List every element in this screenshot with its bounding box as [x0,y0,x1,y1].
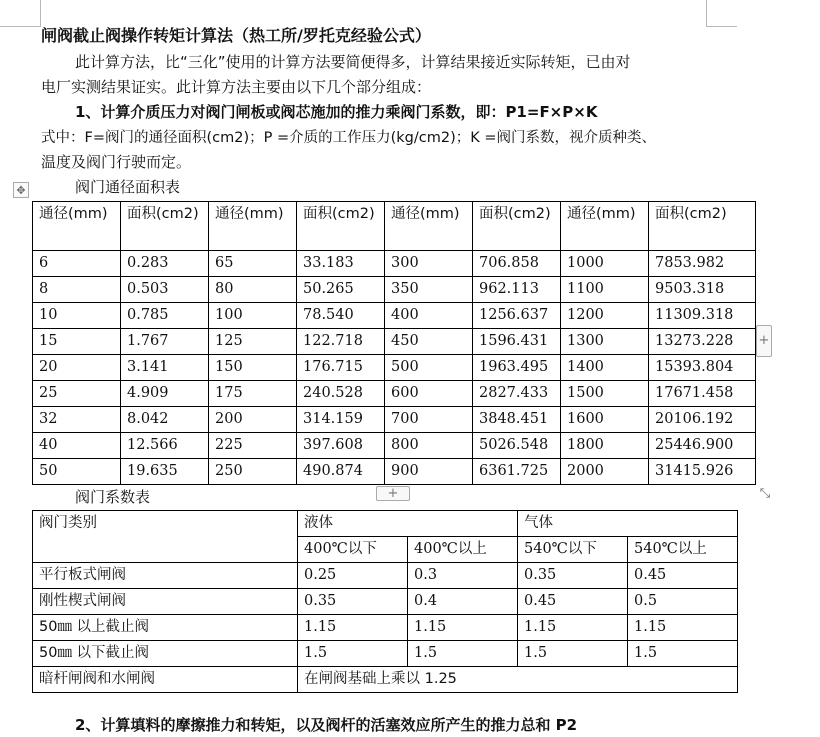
table-cell: 1.767 [121,329,209,355]
table-cell: 9503.318 [649,277,756,303]
table-cell: 刚性楔式闸阀 [33,589,298,615]
table-row [33,381,756,407]
table-cell: 1400 [561,355,649,381]
table-cell: 300 [385,251,473,277]
formula-note-line-2: 温度及阀门行驶而定。 [41,153,192,171]
area-table [32,201,756,485]
table-cell: 0.3 [408,563,518,589]
header-area: 面积(cm2) [121,202,209,251]
table-cell: 15393.804 [649,355,756,381]
table-row [33,667,738,693]
table-cell: 1963.495 [473,355,561,381]
table-cell: 450 [385,329,473,355]
table-cell: 1.5 [298,641,408,667]
table-cell: 600 [385,381,473,407]
table-cell: 0.4 [408,589,518,615]
table-cell: 150 [209,355,297,381]
table-cell: 5026.548 [473,433,561,459]
table-cell: 240.528 [297,381,385,407]
table-row [33,615,738,641]
table-cell: 500 [385,355,473,381]
header-gas: 气体 [518,511,738,537]
table-cell: 1200 [561,303,649,329]
table-cell: 25446.900 [649,433,756,459]
coefficient-table-header-row [33,511,738,537]
table-cell: 0.25 [298,563,408,589]
table-row [33,277,756,303]
table-cell: 1.15 [298,615,408,641]
table-row [33,459,756,485]
table-cell: 125 [209,329,297,355]
table-row [33,329,756,355]
area-table-header-row [33,202,756,251]
header-bore: 通径(mm) [33,202,121,251]
table-cell: 1.15 [408,615,518,641]
header-bore: 通径(mm) [561,202,649,251]
add-row-button[interactable]: + [376,486,410,501]
table-cell: 13273.228 [649,329,756,355]
table-row [33,589,738,615]
table-row [33,355,756,381]
table-cell: 25 [33,381,121,407]
section-2-heading: 2、计算填料的摩擦推力和转矩，以及阀杆的活塞效应所产生的推力总和 P2 [75,716,578,734]
table-cell: 706.858 [473,251,561,277]
table-cell: 65 [209,251,297,277]
coefficient-table [32,510,738,693]
table-cell: 1000 [561,251,649,277]
table-2-caption: 阀门系数表 [75,488,151,506]
table-cell: 1.15 [628,615,738,641]
table-cell: 在闸阀基础上乘以 1.25 [298,667,738,693]
subheader-cell: 540℃以上 [628,537,738,563]
header-area: 面积(cm2) [473,202,561,251]
table-cell: 8 [33,277,121,303]
table-cell: 1.5 [518,641,628,667]
table-cell: 100 [209,303,297,329]
table-cell: 20 [33,355,121,381]
table-cell: 1256.637 [473,303,561,329]
table-cell: 8.042 [121,407,209,433]
section-1-heading: 1、计算介质压力对阀门闸板或阀芯施加的推力乘阀门系数，即：P1=F×P×K [75,103,598,121]
table-cell: 962.113 [473,277,561,303]
table-cell: 397.608 [297,433,385,459]
page-corner-mark-right [706,0,737,27]
table-cell: 175 [209,381,297,407]
header-liquid: 液体 [298,511,518,537]
table-cell: 12.566 [121,433,209,459]
table-cell: 1500 [561,381,649,407]
table-cell: 314.159 [297,407,385,433]
table-row [33,563,738,589]
table-cell: 78.540 [297,303,385,329]
table-cell: 490.874 [297,459,385,485]
table-cell: 225 [209,433,297,459]
table-cell: 11309.318 [649,303,756,329]
table-cell: 1596.431 [473,329,561,355]
table-row [33,251,756,277]
table-cell: 0.45 [628,563,738,589]
table-row [33,407,756,433]
table-cell: 0.5 [628,589,738,615]
intro-line-2: 电厂实测结果证实。此计算方法主要由以下几个部分组成： [41,78,432,96]
table-resize-handle-icon[interactable]: ⤡ [759,486,771,501]
page-corner-mark-left [0,0,41,27]
table-cell: 1300 [561,329,649,355]
table-cell: 50㎜ 以上截止阀 [33,615,298,641]
header-valve-type: 阀门类别 [33,511,298,563]
table-cell: 1600 [561,407,649,433]
table-cell: 6 [33,251,121,277]
table-cell: 33.183 [297,251,385,277]
table-cell: 40 [33,433,121,459]
table-cell: 1100 [561,277,649,303]
table-cell: 0.785 [121,303,209,329]
subheader-cell: 540℃以下 [518,537,628,563]
subheader-cell: 400℃以下 [298,537,408,563]
table-cell: 250 [209,459,297,485]
table-cell: 1.5 [408,641,518,667]
table-cell: 50 [33,459,121,485]
document-title: 闸阀截止阀操作转矩计算法（热工所/罗托克经验公式） [41,26,431,45]
table-cell: 1.5 [628,641,738,667]
table-cell: 0.503 [121,277,209,303]
table-cell: 0.35 [298,589,408,615]
table-cell: 200 [209,407,297,433]
table-cell: 1.15 [518,615,628,641]
table-cell: 1800 [561,433,649,459]
table-1-caption: 阀门通径面积表 [75,178,181,196]
header-area: 面积(cm2) [297,202,385,251]
table-cell: 80 [209,277,297,303]
table-row [33,433,756,459]
table-cell: 50.265 [297,277,385,303]
table-cell: 900 [385,459,473,485]
table-move-handle-icon[interactable]: ✥ [13,182,29,198]
intro-line-1: 此计算方法，比“三化”使用的计算方法要简便得多，计算结果接近实际转矩，已由对 [75,53,631,71]
table-row [33,641,738,667]
table-cell: 31415.926 [649,459,756,485]
header-bore: 通径(mm) [209,202,297,251]
table-cell: 0.283 [121,251,209,277]
table-cell: 平行板式闸阀 [33,563,298,589]
add-column-button[interactable]: + [756,325,772,357]
table-row [33,303,756,329]
table-cell: 0.45 [518,589,628,615]
table-cell: 4.909 [121,381,209,407]
table-cell: 0.35 [518,563,628,589]
table-cell: 32 [33,407,121,433]
table-cell: 7853.982 [649,251,756,277]
subheader-cell: 400℃以上 [408,537,518,563]
table-cell: 176.715 [297,355,385,381]
table-cell: 暗杆闸阀和水闸阀 [33,667,298,693]
header-area: 面积(cm2) [649,202,756,251]
table-cell: 350 [385,277,473,303]
formula-note-line-1: 式中：F=阀门的通径面积(cm2)；P =介质的工作压力(kg/cm2)；K =阀门系数，视介质种类、 [41,130,657,146]
table-cell: 700 [385,407,473,433]
table-cell: 3848.451 [473,407,561,433]
table-cell: 19.635 [121,459,209,485]
table-cell: 3.141 [121,355,209,381]
table-cell: 2827.433 [473,381,561,407]
table-cell: 15 [33,329,121,355]
table-cell: 6361.725 [473,459,561,485]
table-cell: 400 [385,303,473,329]
table-cell: 50㎜ 以下截止阀 [33,641,298,667]
table-cell: 20106.192 [649,407,756,433]
table-cell: 2000 [561,459,649,485]
header-bore: 通径(mm) [385,202,473,251]
table-cell: 17671.458 [649,381,756,407]
table-cell: 122.718 [297,329,385,355]
table-cell: 10 [33,303,121,329]
table-cell: 800 [385,433,473,459]
